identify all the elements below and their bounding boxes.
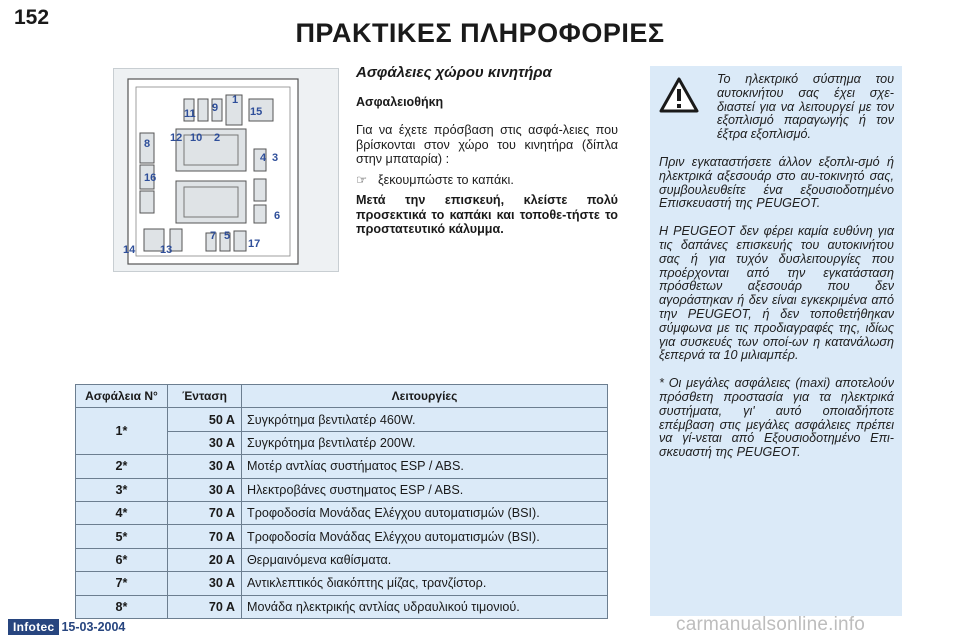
warning-icon: [659, 73, 717, 142]
table-row: [76, 455, 608, 478]
fuse-number-cell: 1*: [76, 408, 168, 455]
warning-block: [659, 73, 894, 142]
function-cell: Συγκρότημα βεντιλατέρ 460W.: [242, 408, 608, 431]
fuse-label: 9: [212, 102, 219, 114]
note-paragraph: Πριν εγκαταστήσετε άλλον εξοπλι-σμό ή ηλεκτρικά αξεσουάρ στο αυ-τοκινητό σας, συμβουλευθείτε ένα εξουσιοδοτημένο Επισκευαστή της PEUGEOT.: [659, 154, 894, 211]
amperage-cell: 50 A: [168, 408, 242, 431]
header-amperage: Ένταση: [168, 385, 242, 408]
fuse-label: 15: [250, 106, 263, 118]
table-row: [76, 548, 608, 571]
fuse-label: 11: [184, 108, 196, 120]
function-cell: Μονάδα ηλεκτρικής αντλίας υδραυλικού τιμονιού.: [242, 595, 608, 618]
amperage-cell: 70 A: [168, 501, 242, 524]
fuse-label: 17: [248, 238, 261, 250]
note-box: [650, 66, 902, 616]
amperage-cell: 30 A: [168, 572, 242, 595]
fuse-label: 2: [214, 132, 221, 144]
step-text: ξεκουμπώστε το καπάκι.: [378, 172, 514, 187]
amperage-cell: 30 A: [168, 431, 242, 454]
amperage-cell: 30 A: [168, 455, 242, 478]
fuse-label: 16: [144, 172, 157, 184]
section-subtitle: Ασφαλειοθήκη: [356, 94, 444, 109]
fuse-label: 14: [123, 244, 136, 256]
amperage-cell: 20 A: [168, 548, 242, 571]
section-title: Ασφάλειες χώρου κινητήρα: [356, 64, 552, 81]
footer: [8, 619, 125, 635]
watermark: carmanualsonline.info: [676, 614, 866, 635]
table-row: [76, 478, 608, 501]
intro-text: Για να έχετε πρόσβαση στις ασφά-λειες που βρίσκονται στον χώρο του κινητήρα (δίπλα στην μπαταρία) :: [356, 123, 618, 166]
fuse-label: 10: [190, 132, 203, 144]
amperage-cell: 70 A: [168, 595, 242, 618]
infotec-logo: Infotec: [8, 619, 59, 635]
fuse-number-cell: 3*: [76, 478, 168, 501]
function-cell: Μοτέρ αντλίας συστήματος ESP / ABS.: [242, 455, 608, 478]
table-row: [76, 595, 608, 618]
fuse-label: 12: [170, 132, 183, 144]
fuse-box-diagram: [113, 68, 339, 272]
note-paragraph: Η PEUGEOT δεν φέρει καμία ευθύνη για τις δαπάνες επισκευής του αυτοκινήτου σας ή για τυχόν δυσλειτουργίες που προέρχονται από την εγκατάσταση πρόσθετων αξεσουάρ που δεν αγοράστηκαν ή δεν είναι εγκεκριμένα από την PEUGEOT, ή δεν τοποθετήθηκαν σύμφωνα με τις προδιαγραφές της, ιδίως για συσκευές των οποί-ων η κατανάλωση ξεπερνά τα 10 μιλιαμπέρ.: [659, 224, 894, 363]
function-cell: Αντικλεπτικός διακόπτης μίζας, τρανζίστορ.: [242, 572, 608, 595]
footer-date: 15-03-2004: [61, 620, 126, 634]
fuse-box-drawing: [114, 69, 338, 271]
warning-text: Το ηλεκτρικό σύστημα του αυτοκινήτου σας έχει σχε-διαστεί για να λειτουργεί με τον εξοπλισμό παραγωγής ή τον έξτρα εξοπλισμό.: [717, 72, 894, 142]
fuse-label: 6: [274, 210, 281, 222]
function-cell: Θερμαινόμενα καθίσματα.: [242, 548, 608, 571]
note-paragraph: * Οι μεγάλες ασφάλειες (maxi) αποτελούν πρόσθετη προστασία για τα ηλεκτρικά συστήματα, γι' αυτό οποιαδήποτε επέμβαση στις μεγάλες ασφάλειες πρέπει να γί-νεται από Εξουσιοδοτημένο Επι-σκευαστή της PEUGEOT.: [659, 376, 894, 460]
table-row: [76, 525, 608, 548]
bold-note: Μετά την επισκευή, κλείστε πολύ προσεκτικά το καπάκι και τοποθε-τήστε το προστατευτικό κάλυμμα.: [356, 193, 618, 236]
table-row: [76, 408, 608, 431]
fuse-number-cell: 4*: [76, 501, 168, 524]
header-fuse-number: Ασφάλεια N°: [76, 385, 168, 408]
table-row: [76, 572, 608, 595]
header-functions: Λειτουργίες: [242, 385, 608, 408]
fuse-number-cell: 2*: [76, 455, 168, 478]
step-item: [356, 173, 618, 188]
fuse-label: 8: [144, 138, 151, 150]
amperage-cell: 30 A: [168, 478, 242, 501]
pointing-hand-icon: ☞: [356, 172, 368, 187]
page-number: 152: [14, 6, 50, 29]
function-cell: Τροφοδοσία Μονάδας Ελέγχου αυτοματισμών (BSI).: [242, 525, 608, 548]
fuse-table: [75, 384, 608, 619]
fuse-number-cell: 7*: [76, 572, 168, 595]
table-header-row: [76, 385, 608, 408]
amperage-cell: 70 A: [168, 525, 242, 548]
page-title: ΠΡΑΚΤΙΚΕΣ ΠΛΗΡΟΦΟΡΙΕΣ: [295, 18, 665, 48]
fuse-label: 4: [260, 152, 267, 164]
function-cell: Τροφοδοσία Μονάδας Ελέγχου αυτοματισμών (BSI).: [242, 501, 608, 524]
function-cell: Συγκρότημα βεντιλατέρ 200W.: [242, 431, 608, 454]
fuse-label: 1: [232, 94, 239, 106]
fuse-number-cell: 6*: [76, 548, 168, 571]
fuse-label: 3: [272, 152, 279, 164]
fuse-label: 5: [224, 230, 231, 242]
fuse-label: 13: [160, 244, 173, 256]
table-row: [76, 501, 608, 524]
fuse-number-cell: 8*: [76, 595, 168, 618]
function-cell: Ηλεκτροβάνες συστηματος ESP / ABS.: [242, 478, 608, 501]
fuse-label: 7: [210, 230, 217, 242]
fuse-number-cell: 5*: [76, 525, 168, 548]
engine-fuses-section: [356, 66, 618, 237]
